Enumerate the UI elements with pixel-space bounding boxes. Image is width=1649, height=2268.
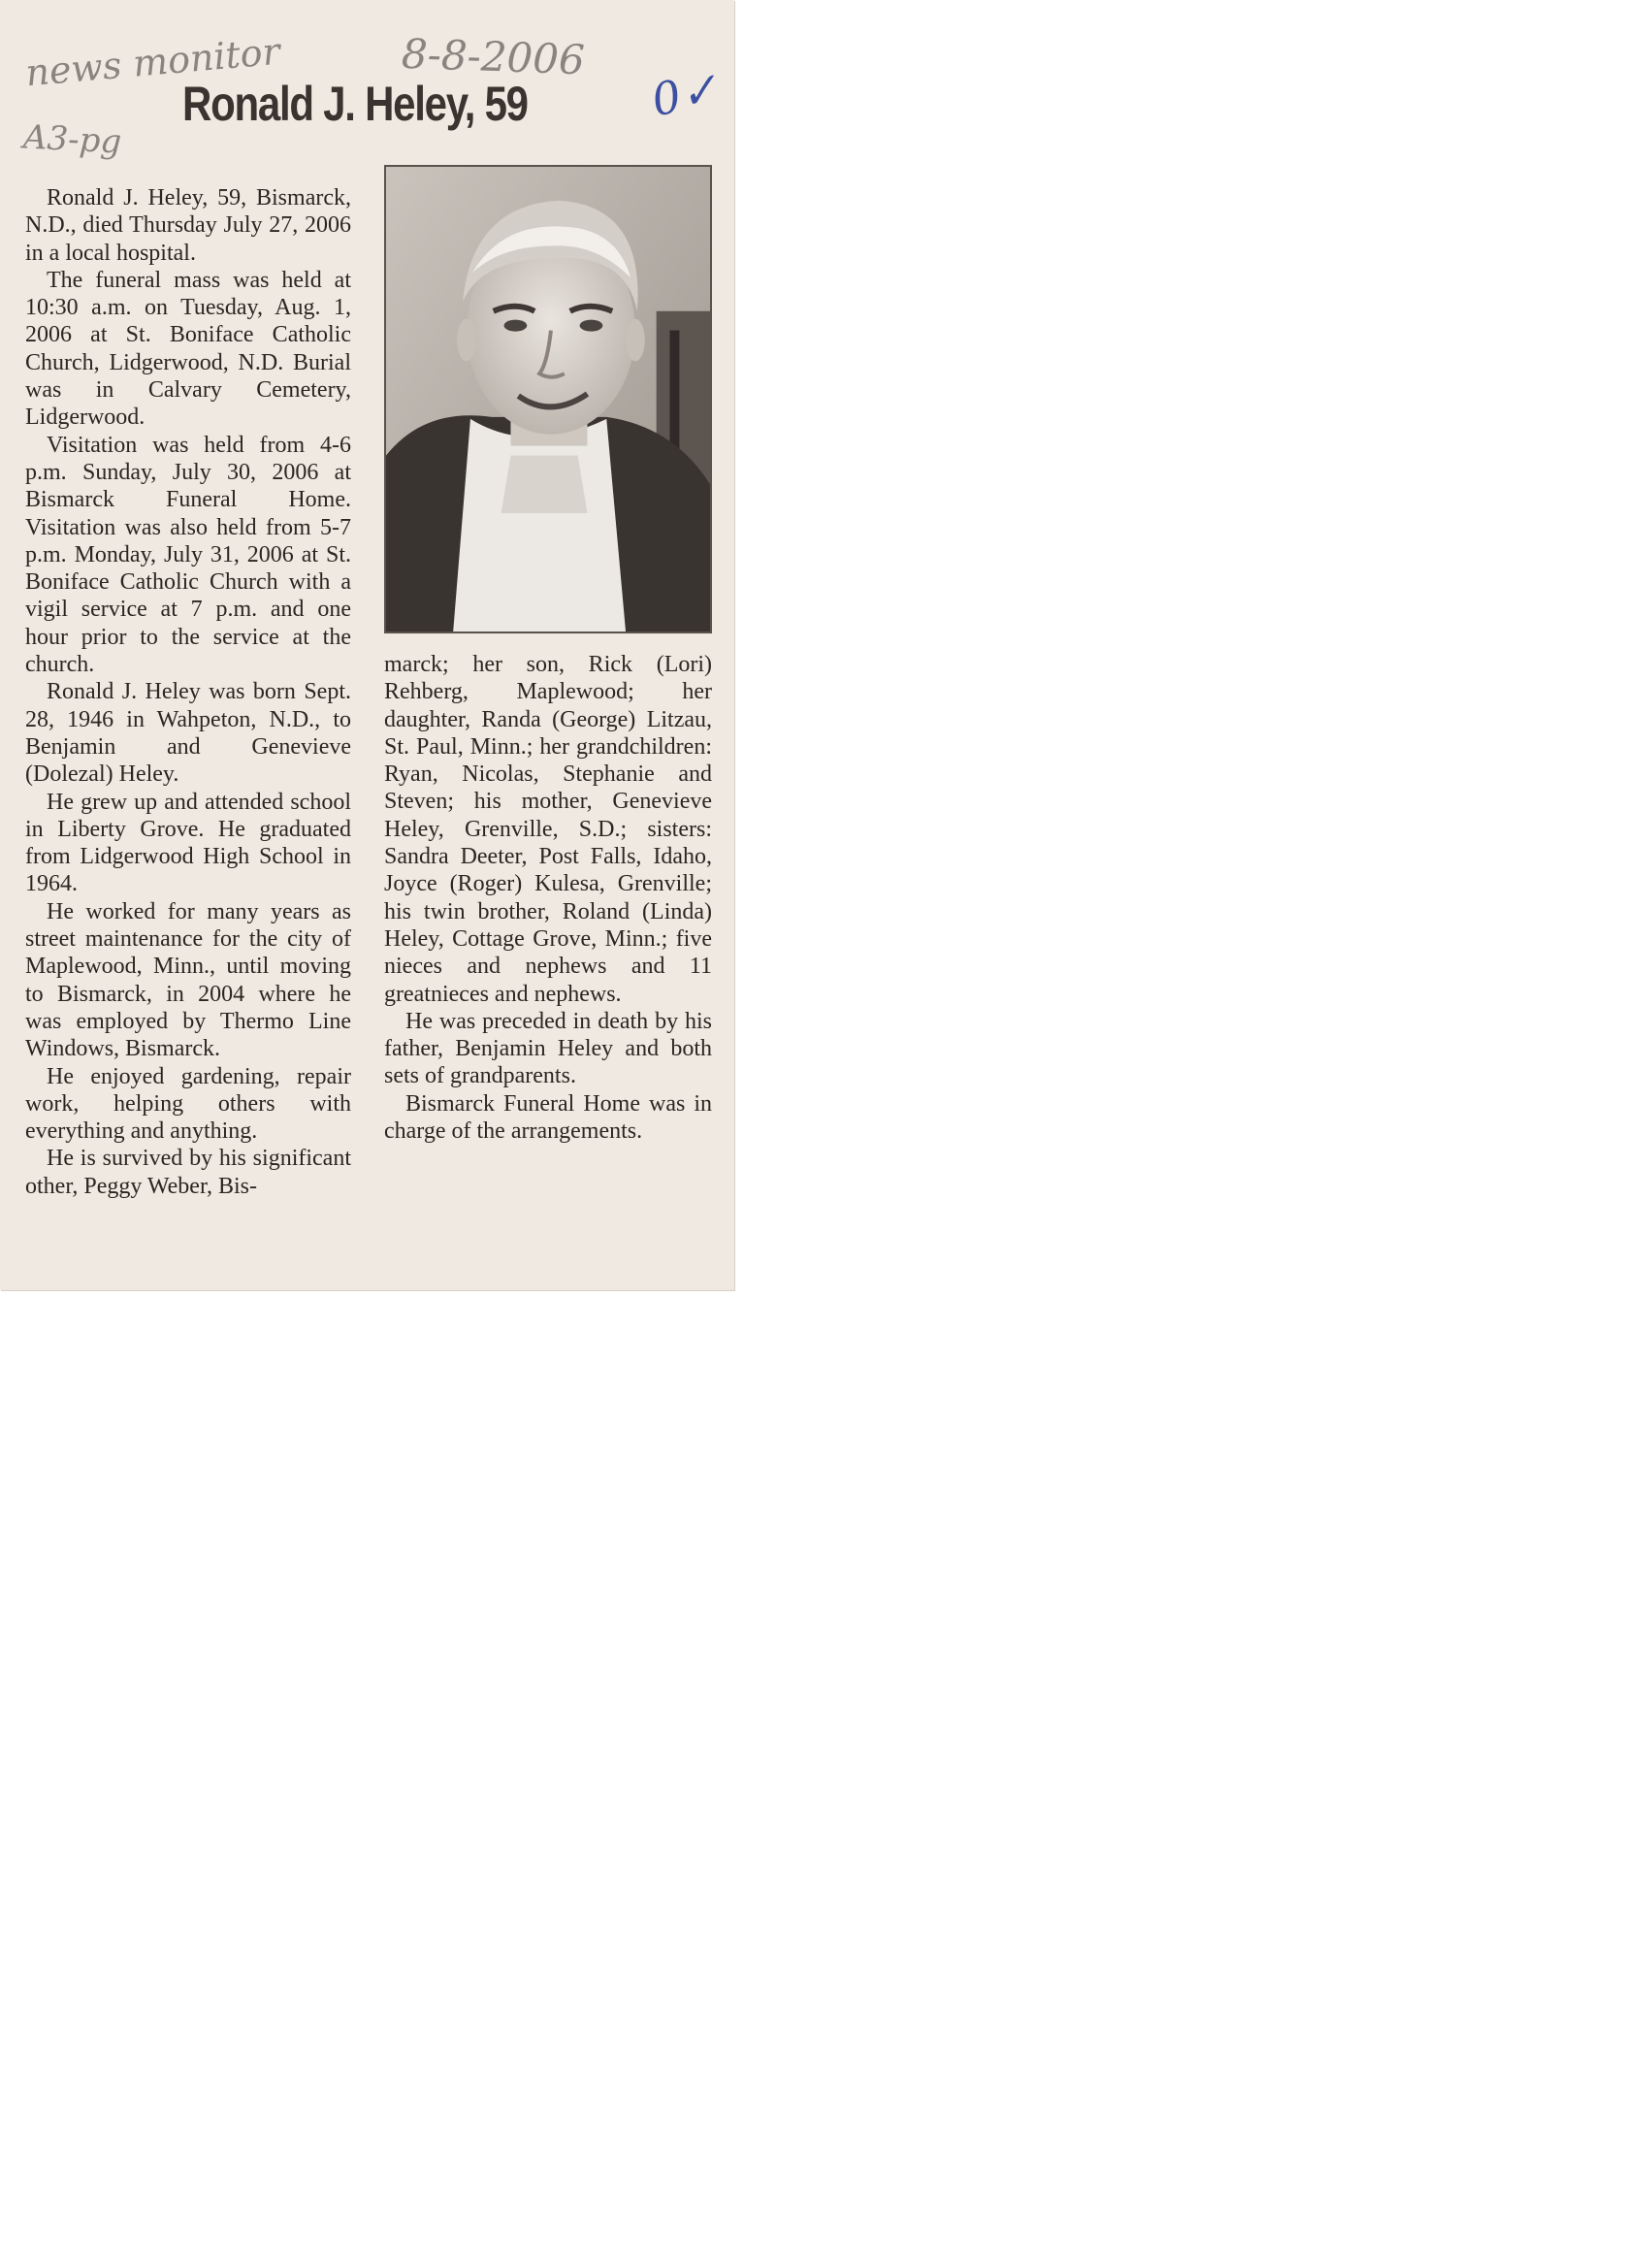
paragraph-hobbies: He enjoyed gardening, repair work, helping others with everything and anything. [25, 1063, 351, 1145]
handwritten-date-note: 8-8-2006 [401, 29, 586, 84]
paragraph-birth: Ronald J. Heley was born Sept. 28, 1946 in Wahpeton, N.D., to Benjamin and Genevieve (Dolezal) Heley. [25, 679, 351, 788]
handwritten-page-note: A3-pg [22, 117, 123, 162]
paragraph-education: He grew up and attended school in Liberty Grove. He graduated from Lidgerwood High School in 1964. [25, 789, 351, 897]
handwritten-check-mark: 0✓ [647, 61, 723, 127]
paragraph-survivors-start: He is survived by his significant other, Peggy Weber, Bis- [25, 1146, 351, 1199]
paragraph-funeral-mass: The funeral mass was held at 10:30 a.m. on Tuesday, Aug. 1, 2006 at St. Boniface Catholic Church, Lidgerwood, N.D. Burial was in Calvary Cemetery, Lidgerwood. [25, 267, 351, 431]
obituary-left-column [25, 184, 351, 1200]
paragraph-preceded-in-death: He was preceded in death by his father, Benjamin Heley and both sets of grandparents. [384, 1008, 712, 1089]
paragraph-visitation: Visitation was held from 4-6 p.m. Sunday, July 30, 2006 at Bismarck Funeral Home. Visitation was also held from 5-7 p.m. Monday, July 31, 2006 at St. Boniface Catholic Church with a vigil service at 7 p.m. and one hour prior to the service at the church. [25, 432, 351, 678]
paragraph-arrangements: Bismarck Funeral Home was in charge of the arrangements. [384, 1090, 712, 1145]
newspaper-clipping [0, 0, 734, 1290]
handwritten-source-note: news monitor [23, 29, 282, 95]
paragraph-death-notice: Ronald J. Heley, 59, Bismarck, N.D., died Thursday July 27, 2006 in a local hospital. [25, 185, 351, 266]
portrait-photo [384, 165, 712, 633]
paragraph-survivors: marck; her son, Rick (Lori) Rehberg, Maplewood; her daughter, Randa (George) Litzau, St. Paul, Minn.; her grandchildren: Ryan, Nicolas, Stephanie and Steven; his mother, Genevieve Heley, Grenville, S.D.; sisters: Sandra Deeter, Post Falls, Idaho, Joyce (Roger) Kulesa, Grenville; his twin brother, Roland (Linda) Heley, Cottage Grove, Minn.; five nieces and nephews and 11 greatnieces and nephews. [384, 652, 712, 1007]
obituary-headline: Ronald J. Heley, 59 [182, 77, 528, 131]
paragraph-career: He worked for many years as street maintenance for the city of Maplewood, Minn., until moving to Bismarck, in 2004 where he was employed by Thermo Line Windows, Bismarck. [25, 898, 351, 1062]
obituary-right-column [384, 651, 712, 1145]
